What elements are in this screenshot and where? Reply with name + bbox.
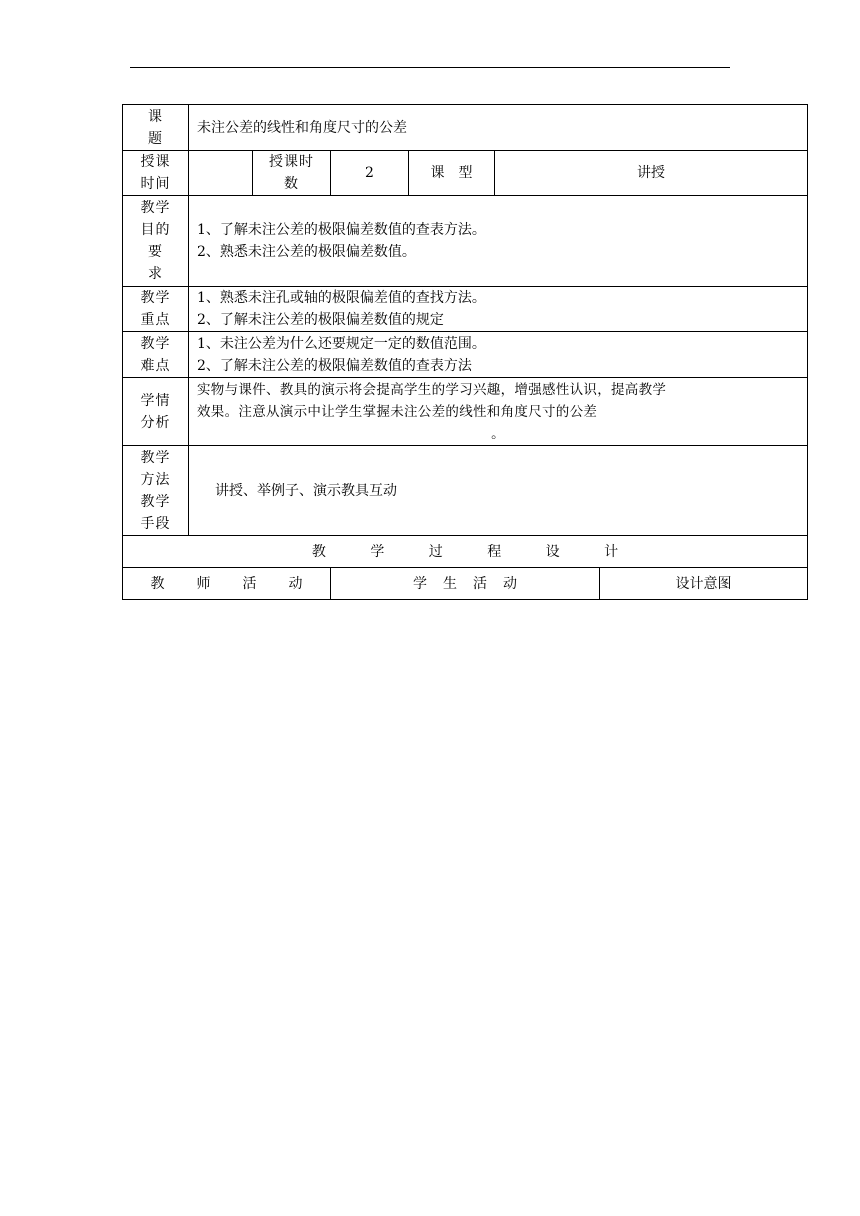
key-points-content [189, 287, 808, 332]
process-title-row [123, 536, 808, 568]
methods-row [123, 446, 808, 536]
key-point-line: 2、了解未注公差的极限偏差数值的规定 [197, 312, 444, 328]
analysis-content [189, 378, 808, 446]
difficulties-label: 教学 难点 [123, 332, 189, 378]
design-intent-header: 设计意图 [600, 568, 808, 600]
objectives-content [189, 196, 808, 287]
methods-label: 教学 方法 教学 手段 [123, 446, 189, 536]
analysis-row [123, 378, 808, 446]
objectives-label: 教学 目的 要 求 [123, 196, 189, 287]
difficulty-line: 2、了解未注公差的极限偏差数值的查表方法 [197, 357, 472, 374]
key-points-label: 教学 重点 [123, 287, 189, 332]
type-label: 课 型 [409, 151, 495, 196]
difficulty-line: 1、未注公差为什么还要规定一定的数值范围。 [197, 335, 486, 352]
header-rule [130, 67, 730, 68]
key-points-row [123, 287, 808, 332]
analysis-line: 。 [491, 425, 505, 442]
topic-row [123, 105, 808, 151]
process-title: 教 学 过 程 设 计 [123, 536, 808, 568]
difficulties-row [123, 332, 808, 378]
topic-label: 课 题 [123, 105, 189, 151]
teacher-activity-header: 教 师 活 动 [123, 568, 331, 600]
type-value: 讲授 [495, 151, 808, 196]
process-columns-row [123, 568, 808, 600]
analysis-label: 学情 分析 [123, 378, 189, 446]
objectives-row [123, 196, 808, 287]
analysis-line: 效果。注意从演示中让学生掌握未注公差的线性和角度尺寸的公差 [197, 403, 598, 420]
student-activity-header: 学 生 活 动 [331, 568, 600, 600]
time-value [189, 151, 253, 196]
objective-line: 2、熟悉未注公差的极限偏差数值。 [197, 244, 416, 260]
time-row [123, 151, 808, 196]
hours-value: 2 [331, 151, 409, 196]
methods-content: 讲授、举例子、演示教具互动 [189, 446, 808, 536]
hours-label: 授课时 数 [253, 151, 331, 196]
lesson-plan-table [122, 104, 808, 600]
time-label: 授课 时间 [123, 151, 189, 196]
key-point-line: 1、熟悉未注孔或轴的极限偏差值的查找方法。 [197, 290, 486, 306]
analysis-line: 实物与课件、教具的演示将会提高学生的学习兴趣，增强感性认识，提高教学 [197, 381, 667, 398]
topic-value: 未注公差的线性和角度尺寸的公差 [189, 105, 808, 151]
objective-line: 1、了解未注公差的极限偏差数值的查表方法。 [197, 222, 486, 238]
difficulties-content [189, 332, 808, 378]
